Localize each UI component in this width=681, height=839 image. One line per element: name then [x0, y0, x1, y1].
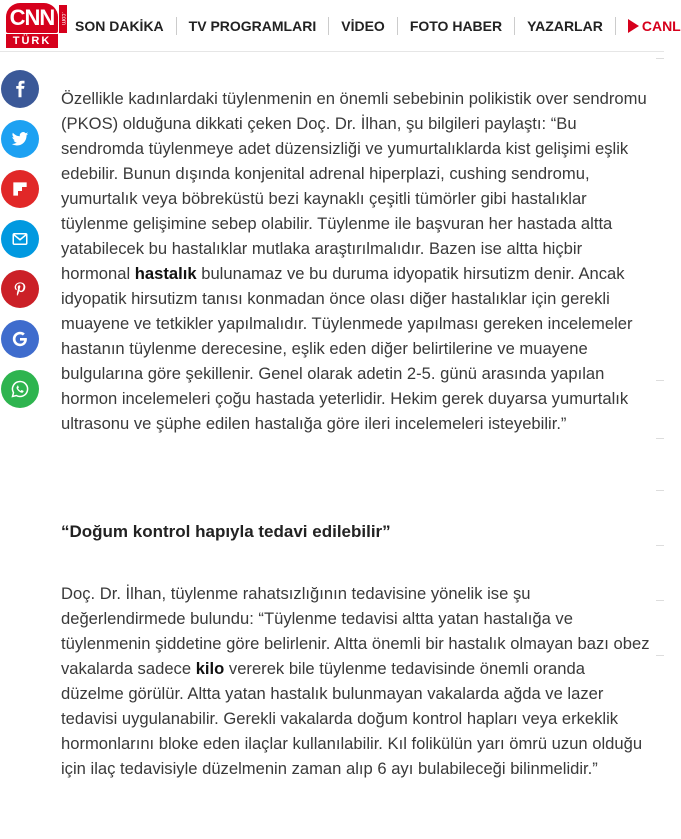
nav-divider	[328, 17, 329, 35]
para2-text-a: Doç. Dr. İlhan, tüylenme rahatsızlığının tedavisine yönelik ise şu değerlendirmede bulundu: “Tüylenme tedavisi altta yatan hastalığa ve tüylenmenin şiddetine göre belirlenir. Altta önemli bir hastalık olmayan bazı obez vakalarda sadece	[61, 584, 650, 678]
sidebar-edge	[656, 438, 664, 439]
nav-yazarlar[interactable]: YAZARLAR	[527, 18, 603, 34]
site-header	[0, 0, 681, 52]
keyword-link[interactable]: hastalık	[134, 264, 197, 283]
email-icon[interactable]	[1, 220, 39, 258]
logo-com: .com	[59, 5, 67, 33]
whatsapp-icon[interactable]	[1, 370, 39, 408]
keyword-link[interactable]: kilo	[195, 659, 225, 678]
share-bar	[1, 70, 39, 420]
main-nav	[75, 0, 681, 52]
sidebar-edge	[656, 380, 664, 381]
nav-canli[interactable]	[628, 18, 681, 34]
nav-divider	[176, 17, 177, 35]
para1-text-b: bulunamaz ve bu duruma idyopatik hirsutizm denir. Ancak idyopatik hirsutizm tanısı konmadan önce olası diğer hastalıklar için gerekli muayene ve tetkikler yapılmalıdır. Tüylenmede yapılması gereken incelemeler hastanın tüylenme derecesine, eşlik eden diğer belirtilerine ve muayene bulgularına göre şekillenir. Genel olarak adetin 2-5. günü arasında yapılan hormon incelemeleri çoğu hastada yeterlidir. Hekim gerek duyarsa yumurtalık ultrasonu ve şüphe edilen hastalığa göre ileri incelemeleri isteyebilir.”	[61, 264, 633, 433]
nav-son-dakika[interactable]: SON DAKİKA	[75, 18, 164, 34]
sidebar-edge	[656, 490, 664, 491]
flipboard-icon[interactable]	[1, 170, 39, 208]
logo-turk: TÜRK	[6, 34, 58, 48]
nav-canli-label: CANL	[641, 18, 681, 34]
para2-text-b: vererek bile tüylenme tedavisinde önemli oranda düzelme görülür. Altta yatan hastalık bulunmayan vakalarda ağda ve lazer tedavisi uygulanabilir. Gerekli vakalarda doğum kontrol hapları veya erkeklik hormonlarını bloke eden ilaçlar kullanılabilir. Kıl folikülün yarı ömrü uzun olduğu için ilaç tedavisiyle düzelmenin zaman alıp 6 ayı bulabileceği bilinmelidir.”	[61, 659, 643, 778]
twitter-icon[interactable]	[1, 120, 39, 158]
sidebar-edge	[656, 545, 664, 546]
nav-divider	[615, 17, 616, 35]
para1-text-a: Özellikle kadınlardaki tüylenmenin en önemli sebebinin polikistik over sendromu (PKOS) olduğuna dikkati çeken Doç. Dr. İlhan, şu bilgileri paylaştı: “Bu sendromda tüylenmeye adet düzensizliği ve yumurtalıklarda kist gelişimi eşlik edebilir. Bunun dışında konjenital adrenal hiperplazi, cushing sendromu, yumurtalık veya böbreküstü bezi kaynaklı çeşitli tümörler gibi hastalıklar tüylenme gelişimine sebep olabilir. Tüylenme ile başvuran her hastada altta yatabilecek bu hastalıklar mutlaka araştırılmalıdır. Bazen ise altta hiçbir hormonal	[61, 89, 647, 283]
sidebar-edge	[656, 655, 664, 656]
nav-foto-haber[interactable]: FOTO HABER	[409, 18, 503, 34]
google-icon[interactable]	[1, 320, 39, 358]
nav-tv-programlari[interactable]: TV PROGRAMLARI	[188, 18, 317, 34]
article-subheading: “Doğum kontrol hapıyla tedavi edilebilir”	[61, 522, 391, 541]
logo-cnn: CNN	[6, 3, 58, 33]
facebook-icon[interactable]	[1, 70, 39, 108]
article-paragraph	[61, 86, 651, 436]
nav-divider	[397, 17, 398, 35]
article-paragraph	[61, 581, 651, 781]
cnn-turk-logo[interactable]	[6, 3, 66, 49]
article-body	[61, 86, 651, 436]
sidebar-edge	[656, 58, 664, 59]
nav-video[interactable]: VİDEO	[341, 18, 385, 34]
sidebar-edge	[656, 600, 664, 601]
pinterest-icon[interactable]	[1, 270, 39, 308]
nav-divider	[514, 17, 515, 35]
play-icon	[628, 19, 639, 33]
